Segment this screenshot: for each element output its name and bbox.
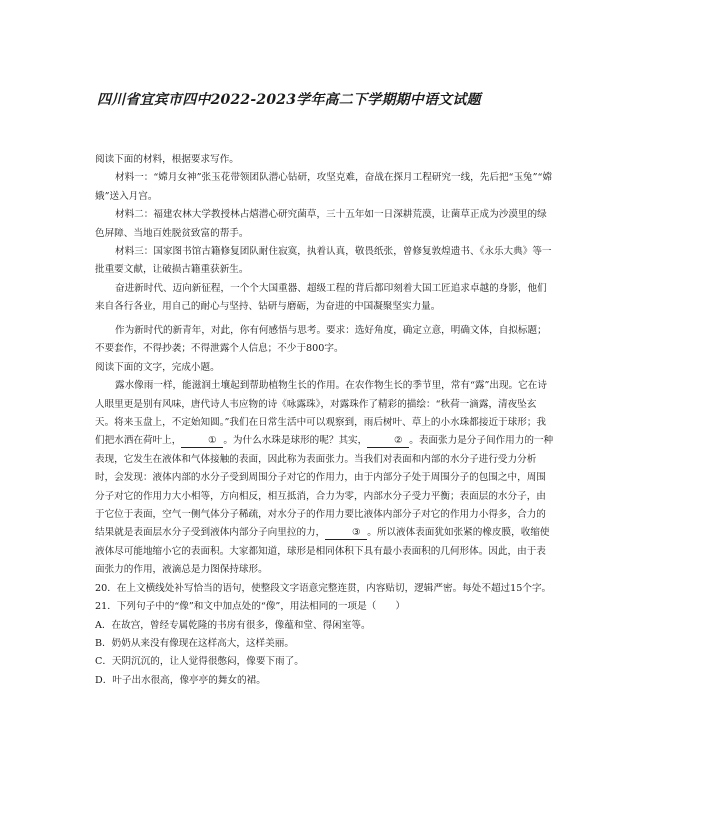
blank-1: ① <box>181 435 223 448</box>
passage-part-d: 。所以液体表面犹如张紧的橡皮膜，收缩使液体尽可能地缩小它的表面积。大家都知道，球形是相同体积下具有最小表面积的几何形体。因此，由于表面张力的作用，液滴总是力图保持球形。 <box>95 527 550 576</box>
page-title: 四川省宜宾市四中2022-2023学年高二下学期期中语文试题 <box>97 92 481 108</box>
essay-material-3: 材料三：国家图书馆古籍修复团队耐住寂寞，执着认真，敬畏纸张，曾修复敦煌遗书、《永乐大典》等一批重要文献，让破损古籍重获新生。 <box>95 246 552 276</box>
essay-intro: 阅读下面的材料，根据要求写作。 <box>95 154 239 165</box>
option-b: B．奶奶从来没有像现在这样高大，这样美丽。 <box>95 637 294 649</box>
question-21: 21．下列句子中的“像”和文中加点处的“像”，用法相同的一项是（ ） <box>95 601 406 613</box>
option-a: A．在故宫，曾经专属乾隆的书房有很多，像蕴和堂、得闲室等。 <box>95 619 371 631</box>
essay-material-4: 奋进新时代、迈向新征程，一个个大国重器、超级工程的背后都印刻着大国工匠追求卓越的身影，他们来自各行各业，用自己的耐心与坚持、钻研与磨砺，为奋进的中国凝聚坚实力量。 <box>95 282 547 313</box>
essay-material-2: 材料二：福建农林大学教授林占熺潜心研究菌草，三十五年如一日深耕荒漠，让菌草正成为沙漠里的绿色屏障、当地百姓脱贫致富的帮手。 <box>95 209 547 239</box>
blank-2: ② <box>367 435 409 448</box>
reading-passage <box>95 377 555 579</box>
reading-intro: 阅读下面的文字，完成小题。 <box>95 361 220 373</box>
passage-part-c: 。表面张力是分子间作用力的一种表现，它发生在液体和气体接触的表面，因此称为表面张力。当我们对表面和内部的水分子进行受力分析时，会发现：液体内部的水分子受到周围分子对它的作用力，由于内部分子处于周围分子的包围之中，周围分子对它的作用力大小相等，方向相反，相互抵消，合力为零，内部水分子受力平衡；表面层的水分子，由于它位于表面，空气一侧气体分子稀疏，对水分子的作用力要比液体内部分子对它的作用力小得多，合力的结果就是表面层水分子受到液体内部分子向里拉的力， <box>95 435 554 539</box>
passage-part-b: 。为什么水珠是球形的呢？其实， <box>223 435 368 447</box>
passage-part-a: 露水像雨一样，能滋润土壤起到帮助植物生长的作用。在农作物生长的季节里，常有“露”出现。它在诗人眼里更是别有风味，唐代诗人韦应物的诗《咏露珠》，对露珠作了精彩的描绘：“秋荷一滴露，清夜坠玄天。将来玉盘上，不定始知圆。”我们在日常生活中可以观察到，雨后树叶、草上的小水珠都接近于球形；我们把水洒在荷叶上， <box>95 380 547 447</box>
option-d: D．叶子出水很高，像亭亭的舞女的裙。 <box>95 674 266 686</box>
question-20: 20．在上文横线处补写恰当的语句，使整段文字语意完整连贯，内容贴切，逻辑严密。每处不超过15个字。 <box>95 582 552 594</box>
reading-section <box>95 322 555 690</box>
essay-task: 作为新时代的新青年，对此，你有何感悟与思考。要求：选好角度，确定立意，明确文体，自拟标题；不要套作，不得抄袭；不得泄露个人信息；不少于800字。 <box>95 325 547 355</box>
essay-material-1: 材料一：“嫦月女神”张玉花带领团队潜心钻研，攻坚克难，奋战在探月工程研究一线，先后把“玉兔”“嫦娥”送入月宫。 <box>95 172 553 202</box>
option-c: C．天阴沉沉的，让人觉得很憋闷，像要下雨了。 <box>95 656 304 668</box>
essay-section <box>95 151 555 317</box>
blank-3: ③ <box>325 527 367 540</box>
